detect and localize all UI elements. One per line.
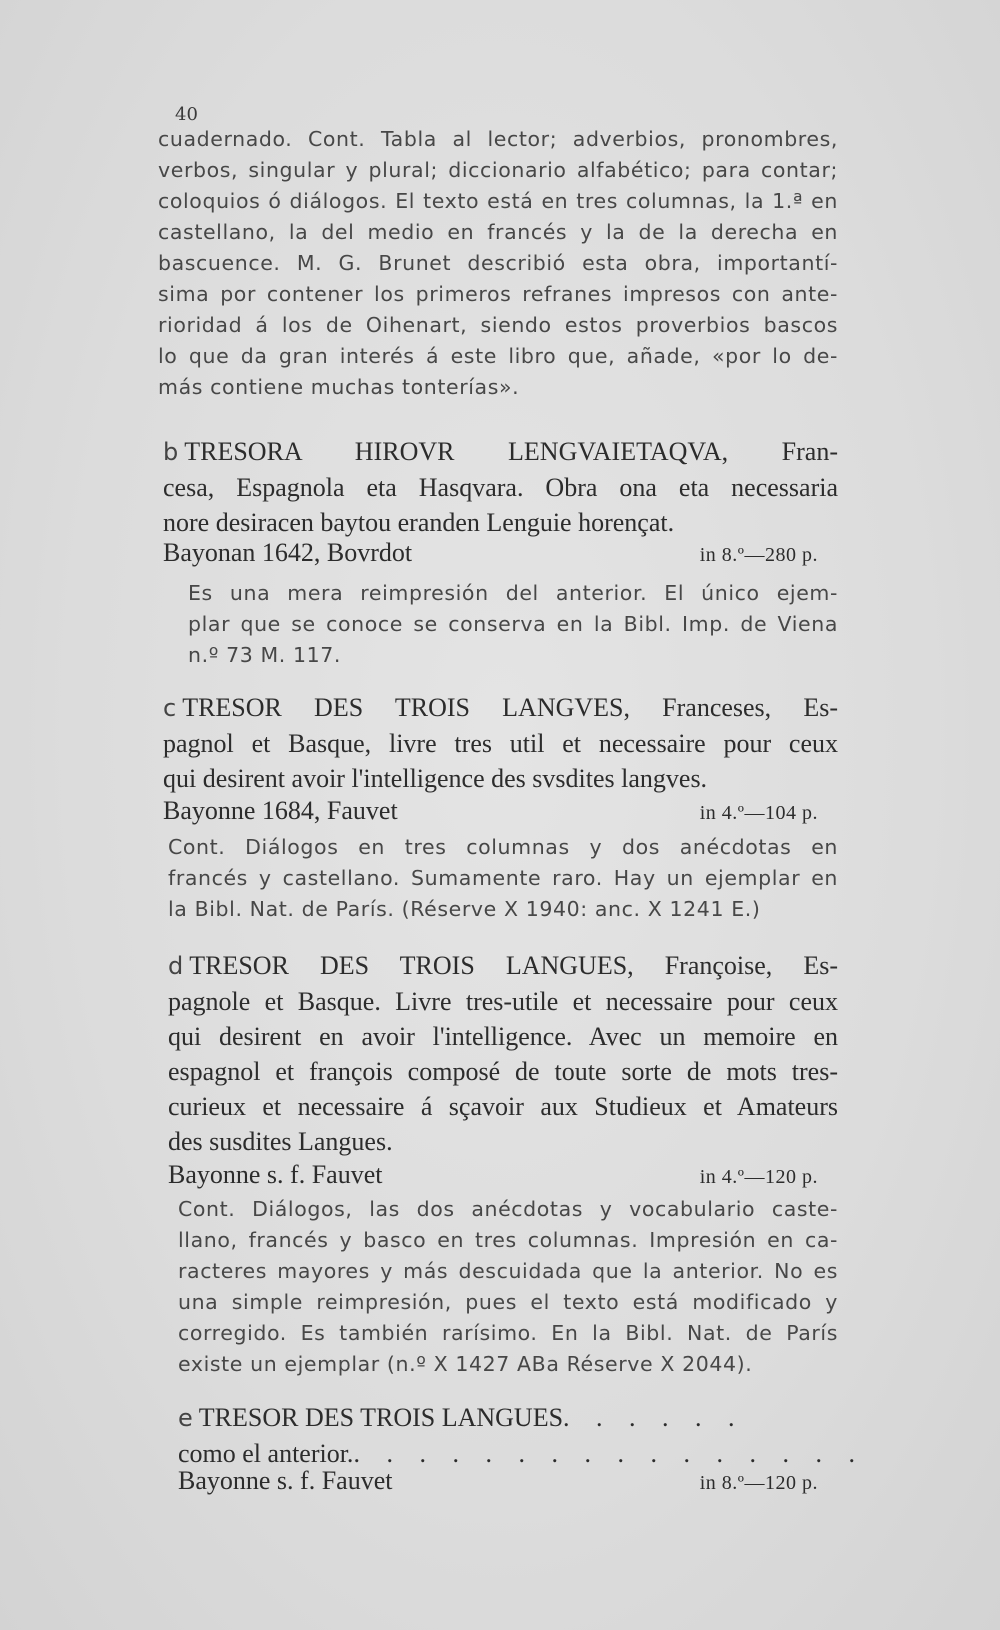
- title-line: curieux et necessaire á sçavoir aux Studieux et Amateurs: [168, 1092, 838, 1121]
- imprint-place: Bayonan 1642, Bovrdot: [163, 538, 413, 567]
- text-line: rioridad á los de Oihenart, siendo estos proverbios bascos: [158, 313, 838, 337]
- note-line: Cont. Diálogos en tres columnas y dos anécdotas en: [168, 835, 838, 859]
- entry-d-imprint: [168, 1160, 818, 1190]
- note-line: existe un ejemplar (n.º X 1427 ABa Réserve X 2044).: [178, 1352, 753, 1376]
- entry-e-title: [178, 1400, 865, 1471]
- entry-letter: e: [178, 1404, 193, 1432]
- title-line: des susdites Langues.: [168, 1127, 393, 1156]
- entry-b-imprint: [163, 538, 818, 568]
- subtitle-line: como el anterior.. . . . . . . . . . . . . . . .: [178, 1439, 865, 1468]
- text-line: verbos, singular y plural; diccionario alfabético; para contar;: [158, 158, 838, 182]
- note-line: la Bibl. Nat. de París. (Réserve X 1940: anc. X 1241 E.): [168, 897, 761, 921]
- title-line: pagnol et Basque, livre tres util et necessaire pour ceux: [163, 729, 838, 758]
- note-line: racteres mayores y más descuidada que la anterior. No es: [178, 1259, 838, 1283]
- title-line: pagnole et Basque. Livre tres-utile et necessaire pour ceux: [168, 987, 838, 1016]
- title-line: b TRESORA HIROVR LENGVAIETAQVA, Fran-: [163, 437, 838, 466]
- imprint-format: in 4.º—104 p.: [699, 802, 818, 824]
- entry-c-imprint: [163, 796, 818, 826]
- title-line: e TRESOR DES TROIS LANGUES. . . . . .: [178, 1403, 745, 1432]
- imprint-format: in 8.º—280 p.: [699, 544, 818, 566]
- entry-letter: d: [168, 952, 184, 980]
- note-line: Es una mera reimpresión del anterior. El único ejem-: [188, 581, 838, 605]
- entry-b-note: [188, 578, 838, 671]
- imprint-place: Bayonne 1684, Fauvet: [163, 796, 398, 825]
- title-line: qui desirent avoir l'intelligence des svsdites langves.: [163, 764, 708, 793]
- entry-c-note: [168, 832, 838, 925]
- title-line: qui desirent en avoir l'intelligence. Avec un memoire en: [168, 1022, 838, 1051]
- title-line: d TRESOR DES TROIS LANGUES, Françoise, Es-: [168, 951, 838, 980]
- note-line: corregido. Es también rarísimo. En la Bibl. Nat. de París: [178, 1321, 838, 1345]
- note-line: n.º 73 M. 117.: [188, 643, 342, 667]
- note-line: una simple reimpresión, pues el texto está modificado y: [178, 1290, 838, 1314]
- note-line: plar que se conoce se conserva en la Bibl. Imp. de Viena: [188, 612, 838, 636]
- note-line: francés y castellano. Sumamente raro. Hay un ejemplar en: [168, 866, 838, 890]
- entry-d-note: [178, 1194, 838, 1380]
- page-number: 40: [175, 104, 198, 125]
- note-line: llano, francés y basco en tres columnas. Impresión en ca-: [178, 1228, 838, 1252]
- text-line: lo que da gran interés á este libro que, añade, «por lo de-: [158, 344, 838, 368]
- text-line: bascuence. M. G. Brunet describió esta obra, importantí-: [158, 251, 838, 275]
- entry-letter: b: [163, 438, 179, 466]
- entry-c-title: [163, 690, 838, 796]
- entry-e-imprint: [178, 1466, 818, 1496]
- leader-dots: . . . . . .: [563, 1403, 745, 1432]
- text-line: más contiene muchas tonterías».: [158, 375, 520, 399]
- text-line: sima por contener los primeros refranes impresos con ante-: [158, 282, 838, 306]
- imprint-place: Bayonne s. f. Fauvet: [178, 1466, 393, 1495]
- title-line: c TRESOR DES TROIS LANGVES, Franceses, Es-: [163, 693, 838, 722]
- text-line: coloquios ó diálogos. El texto está en tres columnas, la 1.ª en: [158, 189, 838, 213]
- title-line: nore desiracen baytou eranden Lenguie horençat.: [163, 508, 675, 537]
- entry-letter: c: [163, 694, 177, 722]
- title-line: espagnol et françois composé de toute sorte de mots tres-: [168, 1057, 838, 1086]
- imprint-place: Bayonne s. f. Fauvet: [168, 1160, 383, 1189]
- text-line: castellano, la del medio en francés y la de la derecha en: [158, 220, 838, 244]
- leader-dots: . . . . . . . . . . . . . . . .: [353, 1439, 865, 1468]
- title-line: cesa, Espagnola eta Hasqvara. Obra ona eta necessaria: [163, 473, 838, 502]
- entry-d-title: [168, 948, 838, 1159]
- text-line: cuadernado. Cont. Tabla al lector; adverbios, pronombres,: [158, 127, 838, 151]
- imprint-format: in 4.º—120 p.: [699, 1166, 818, 1188]
- note-line: Cont. Diálogos, las dos anécdotas y vocabulario caste-: [178, 1197, 838, 1221]
- entry-b-title: [163, 434, 838, 540]
- imprint-format: in 8.º—120 p.: [699, 1472, 818, 1494]
- intro-paragraph: [158, 124, 838, 403]
